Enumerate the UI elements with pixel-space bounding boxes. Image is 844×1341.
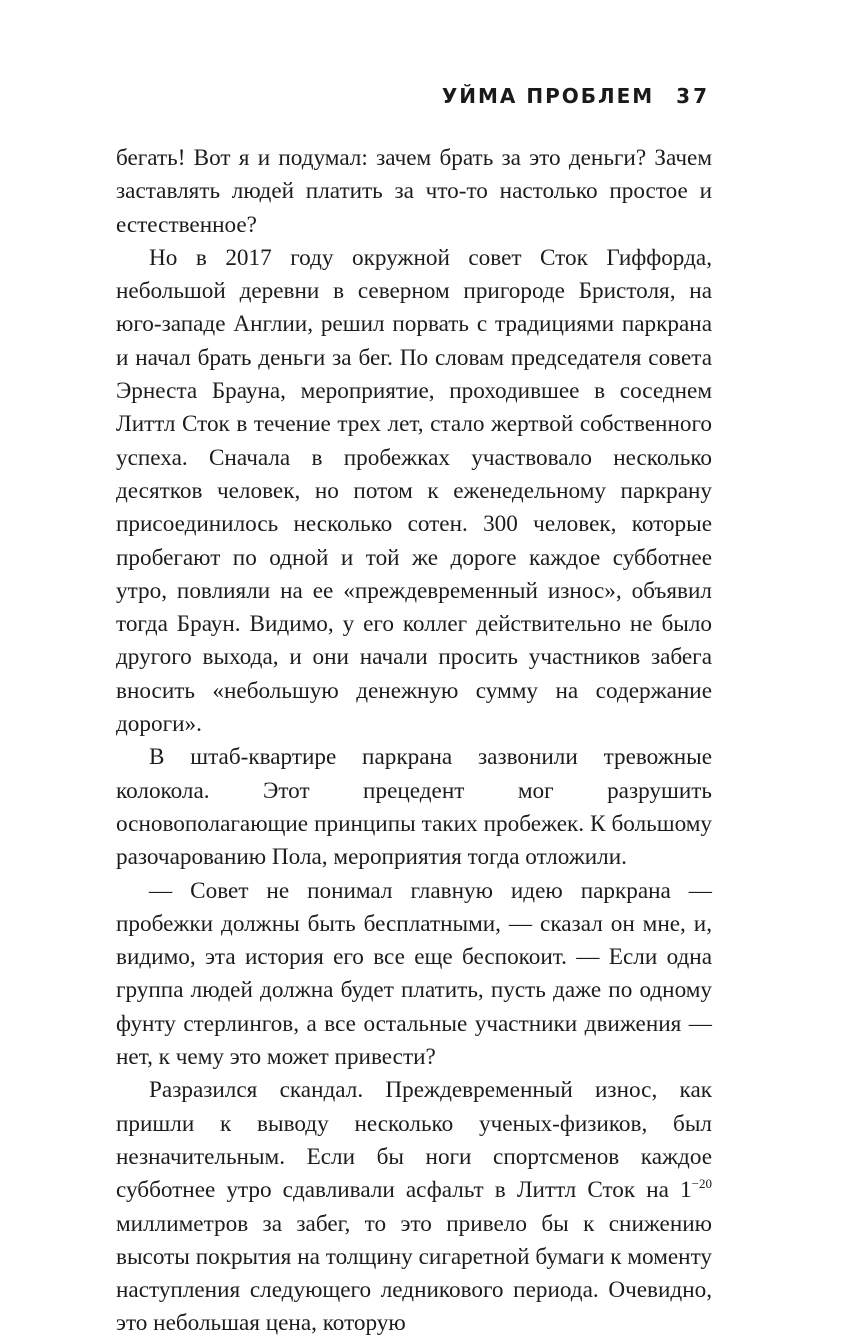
paragraph-5	[116, 1074, 712, 1340]
paragraph-3: В штаб-квартире паркрана зазвонили тревожные колокола. Этот прецедент мог разрушить основополагающие принципы таких пробежек. К большому разочарованию Пола, мероприятия тогда отложили.	[116, 744, 712, 871]
paragraph-2: Но в 2017 году окружной совет Сток Гиффорда, небольшой деревни в северном пригороде Бристоля, на юго-западе Англии, решил порвать с традициями паркрана и начал брать деньги за бег. По словам председателя совета Эрнеста Брауна, мероприятие, проходившее в соседнем Литтл Сток в течение трех лет, стало жертвой собственного успеха. Сначала в пробежках участвовало несколько десятков человек, но потом к еженедельному паркрану присоединилось несколько сотен. 300 человек, которые пробегают по одной и той же дороге каждое субботнее утро, повлияли на ее «преждевременный износ», объявил тогда Браун. Видимо, у его коллег действительно не было другого выхода, и они начали просить участников забега вносить «небольшую денежную сумму на содержание дороги».	[116, 244, 712, 738]
paragraph-5-end: миллиметров за забег, то это привело бы к снижению высоты покрытия на толщину сигаретной бумаги к моменту наступления следующего ледникового периода. Очевидно, это небольшая цена, которую	[116, 1210, 712, 1337]
paragraph-4: — Совет не понимал главную идею паркрана — пробежки должны быть бесплатными, — сказал он мне, и, видимо, эта история его все еще беспокоит. — Если одна группа людей должна будет платить, пусть даже по одному фунту стерлингов, а все остальные участники движения — нет, к чему это может привести?	[116, 877, 712, 1071]
paragraph-5-start: Разразился скандал. Преждевременный износ, как пришли к выводу несколько ученых-физиков, был незначительным. Если бы ноги спортсменов каждое субботнее утро сдавливали асфальт в Литтл Сток на 1	[116, 1077, 712, 1204]
chapter-title: УЙМА ПРОБЛЕМ	[441, 84, 655, 108]
page-number: 37	[676, 84, 710, 108]
paragraph-1: бегать! Вот я и подумал: зачем брать за это деньги? Зачем заставлять людей платить за что-то настолько простое и естественное?	[116, 145, 712, 238]
body-text	[116, 142, 712, 1341]
running-head	[442, 84, 710, 108]
exponent: −20	[691, 1176, 712, 1192]
